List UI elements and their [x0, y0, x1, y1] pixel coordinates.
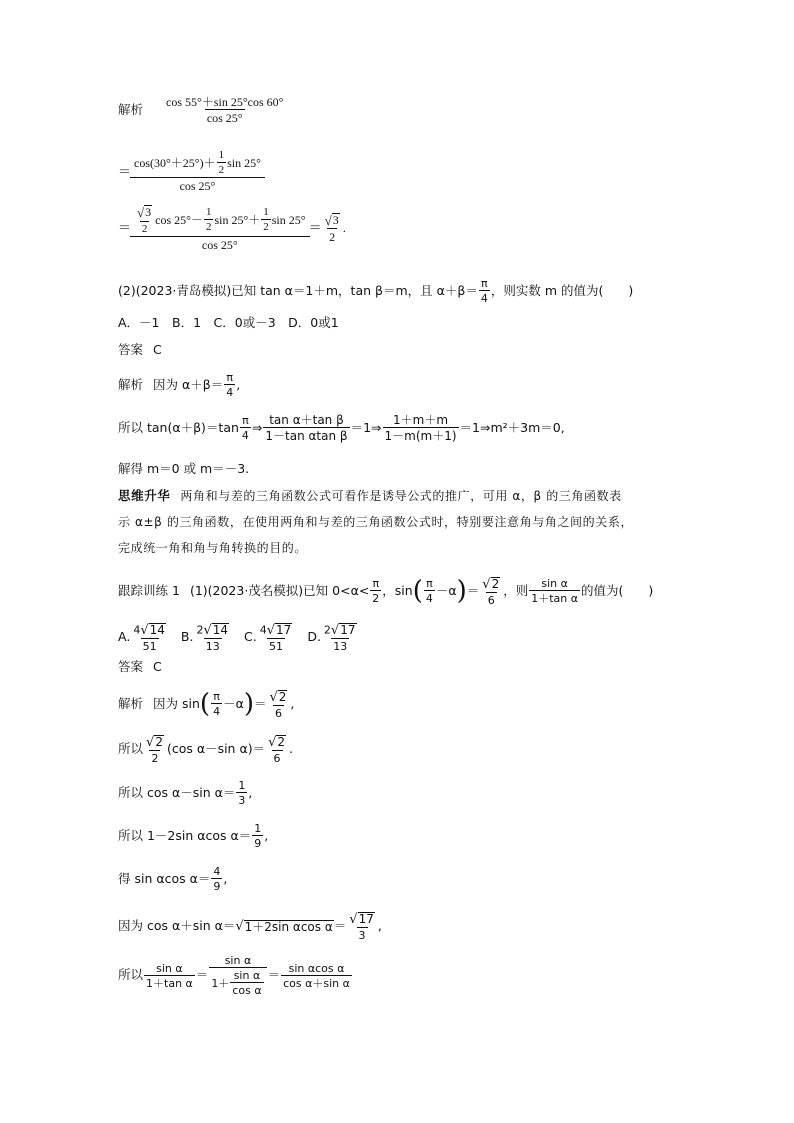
think-line-3: 完成统一角和角与角转换的目的。: [118, 541, 308, 555]
options: A．－1 B．1 C．0或－3 D．0或1: [118, 315, 339, 330]
solution-line-3: ＝ √ 3 2 cos 25°－ $\frac{1}{2}$ sin 25°＋ $\frac{1}{2}$ sin 25° cos 25° ＝ √ 3 2 .: [118, 204, 346, 252]
fraction: $\frac{\cos 55^\circ+\sin 25^\circ\cos 60^\circ}{\cos 25^\circ}$: [166, 95, 284, 125]
choice-c: C. 4 √ 17 51: [244, 622, 292, 653]
choice-a: A. 4 √ 14 51: [118, 622, 165, 653]
step-7: 所以 $\frac{\text{sin α}}{\text{1＋tan α}}$ ＝ sin α 1＋ $\frac{\text{sin α}}{\text{cos α}}$ ＝ $\frac{\text{sin αcos α}}{\text{cos α＋sin α}}$: [118, 954, 350, 997]
answer-1: 答案 C: [118, 342, 162, 357]
answer-2: 答案 C: [118, 659, 162, 674]
question-2: (2)(2023·青岛模拟)已知 tan α＝1＋m，tan β＝m，且 α＋β＝ $\frac{\pi}{4}$ ，则实数 m 的值为( ): [118, 277, 634, 305]
step-6: 因为 cos α＋sin α＝ √ 1＋2sin αcos α ＝ √ 17 3 ,: [118, 911, 382, 942]
fraction: cos(30°＋25°)＋ $\frac{1}{2}$ sin 25° cos 25°: [132, 150, 263, 192]
solution-line-1: [118, 96, 286, 124]
analysis-2: 解析 因为 α＋β＝ $\frac{\pi}{4}$ ,: [118, 371, 241, 399]
think-line-2: 示 α±β 的三角函数，在使用两角和与差的三角函数公式时，特别要注意角与角之间的关系，: [118, 515, 634, 529]
think-line-1: 思维升华 两角和与差的三角函数公式可看作是诱导公式的推广，可用 α，β 的三角函数表: [118, 488, 622, 504]
step-5: 得 sin αcos α＝ $\frac{4}{9}$ ,: [118, 865, 228, 893]
choice-row: [118, 623, 360, 652]
step-1: 解析 因为 sin ( $\frac{\pi}{4}$ －α ) ＝ √ 2 6 ,: [118, 688, 295, 720]
fraction: √ 3 2 cos 25°－ $\frac{1}{2}$ sin 25°＋ $\frac{1}{2}$ sin 25° cos 25°: [132, 205, 308, 251]
choice-b: B. 2 √ 14 13: [180, 622, 229, 653]
choice-d: D. 2 √ 17 13: [307, 622, 356, 653]
step-2: 所以 √ 2 2 (cos α－sin α)＝ √ 2 6 .: [118, 734, 293, 765]
step-4: 所以 1－2sin αcos α＝ $\frac{1}{9}$ ,: [118, 822, 269, 850]
step-3: 所以 cos α－sin α＝ $\frac{1}{3}$ ,: [118, 779, 253, 807]
tan-line: 所以 tan(α＋β)＝tan $\frac{\pi}{4}$ ⇒ $\frac{\text{tan α＋tan β}}{\text{1－tan αtan β}}$ ＝1⇒ $\frac{1+m+m}{1-m(m+1)}$ ＝1⇒m²＋3m＝0,: [118, 413, 565, 443]
track-question: 跟踪训练 1 (1)(2023·茂名模拟)已知 0<α< $\frac{\pi}{2}$ ，sin ( $\frac{\pi}{4}$ －α ) ＝ √ 2 6 ，则 $\frac{\text{sin α}}{\text{1＋tan α}}$ 的值为( ): [118, 575, 654, 607]
solution-line-2: ＝ cos(30°＋25°)＋ $\frac{1}{2}$ sin 25° cos 25°: [118, 150, 264, 192]
think-label: 思维升华: [118, 488, 171, 503]
solve-line: 解得 m＝0 或 m＝－3.: [118, 461, 250, 476]
analysis-label: 解析: [118, 101, 144, 117]
